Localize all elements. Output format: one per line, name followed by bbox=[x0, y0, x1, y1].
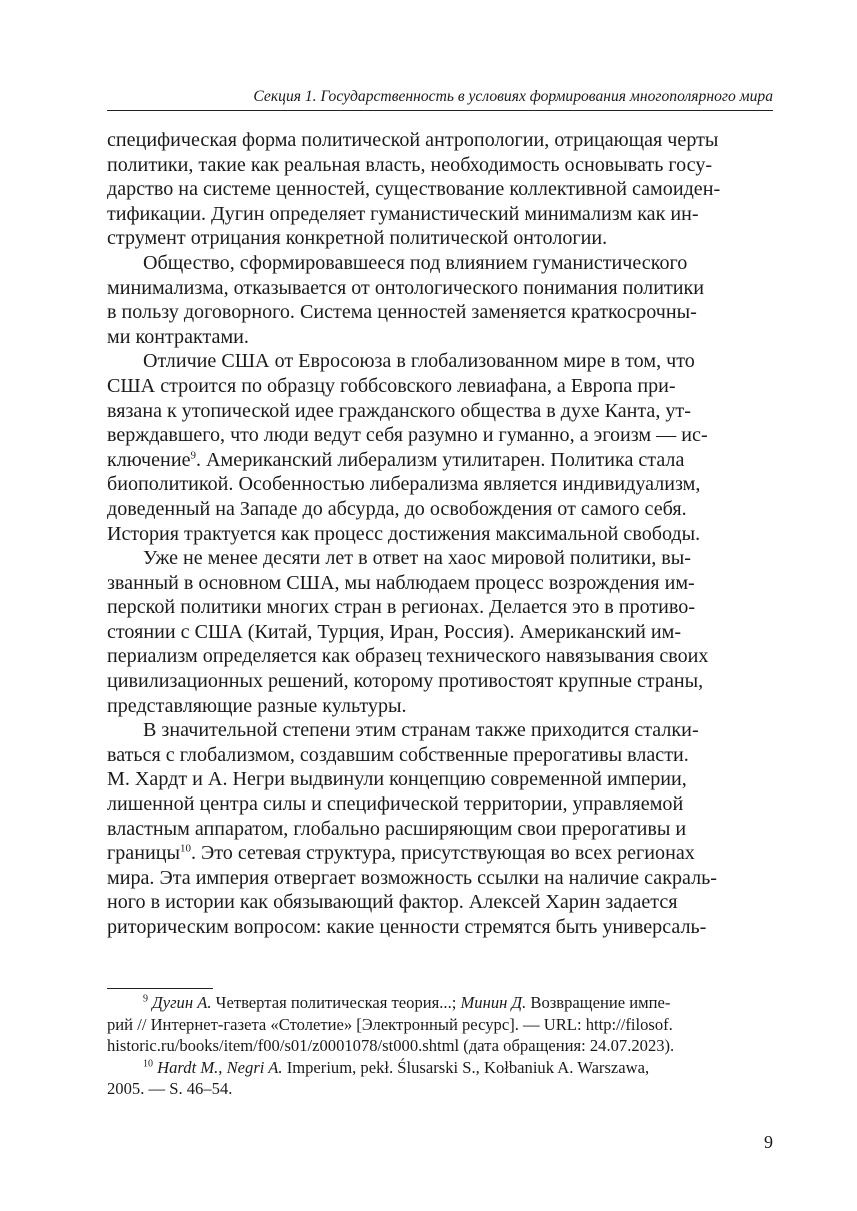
footnote-marker-9: 9 bbox=[143, 993, 148, 1005]
footnote-10: $^{10}$ Hardt M., Negri A. Imperium, pekł. Ślusarski S., Kołbaniuk A. Warszawa, 2005. — S. 46–54. bbox=[107, 1057, 650, 1099]
footnotes bbox=[107, 992, 773, 1100]
paragraph-2: Общество, сформировавшееся под влиянием гуманистического минимализма, отказывается от онтологического понимания политики в пользу договорного. Система ценностей заменяется краткосрочны- ми контрактами. bbox=[107, 251, 705, 348]
page-number: 9 bbox=[764, 1132, 773, 1152]
footnote-ref-10[interactable]: 10 bbox=[179, 842, 191, 855]
main-text bbox=[107, 128, 773, 940]
running-title: Секция 1. Государственность в условиях формирования многополярного мира bbox=[253, 88, 773, 105]
paragraph-1: специфическая форма политической антропологии, отрицающая черты политики, такие как реальная власть, необходимость основывать госу- дарство на системе ценностей, существование коллективной самоиден- тификации. Дугин определяет гуманистический минимализм как ин- струмент отрицания конкретной политической онтологии. bbox=[107, 129, 721, 250]
footnote-ref-9[interactable]: 9 bbox=[190, 449, 196, 462]
paragraph-3: Отличие США от Евросоюза в глобализованном мире в том, что США строится по образцу гоббсовского левиафана, а Европа при- вязана к утопической идее гражданского общества в духе Канта, ут- верждавшего, что люди ведут себя разумно и гуманно, а эгоизм — ис- ключение$^9$. Американский либерализм утилитарен. Политика стала биополитикой. Особенностью либерализма является индивидуализм, доведенный на Западе до абсурда, до освобождения от самого себя. История трактуется как процесс достижения максимальной свободы. bbox=[107, 350, 708, 545]
paragraph-4: Уже не менее десяти лет в ответ на хаос мировой политики, вы- званный в основном США, мы наблюдаем процесс возрождения им- перской политики многих стран в регионах. Делается это в противо- стоянии с США (Китай, Турция, Иран, Россия). Американский им- периализм определяется как образец технического навязывания своих цивилизационных решений, которому противостоят крупные страны, представляющие разные культуры. bbox=[107, 547, 709, 717]
footnote-marker-10: 10 bbox=[143, 1058, 153, 1070]
paragraph-5: В значительной степени этим странам также приходится сталки- ваться с глобализмом, создавшим собственные прерогативы власти. М. Хардт и А. Негри выдвинули концепцию современной империи, лишенной центра силы и специфической территории, управляемой властным аппаратом, глобально расширяющим свои прерогативы и границы$^{10}$. Это сетевая структура, присутствующая во всех регионах мира. Эта империя отвергает возможность ссылки на наличие сакраль- ного в истории как обязывающий фактор. Алексей Харин задается риторическим вопросом: какие ценности стремятся быть универсаль- bbox=[107, 719, 717, 938]
footnote-divider bbox=[107, 988, 213, 989]
running-header bbox=[107, 88, 773, 111]
footnote-9: $^9$ Дугин А. Четвертая политическая теория...; Минин Д. Возвращение импе- рий // Интернет-газета «Столетие» [Электронный ресурс]. — URL: http://filosof. historic.ru/books/item/f00/s01/z0001078/st000.shtml (дата обращения: 24.07.2023). bbox=[107, 993, 675, 1056]
